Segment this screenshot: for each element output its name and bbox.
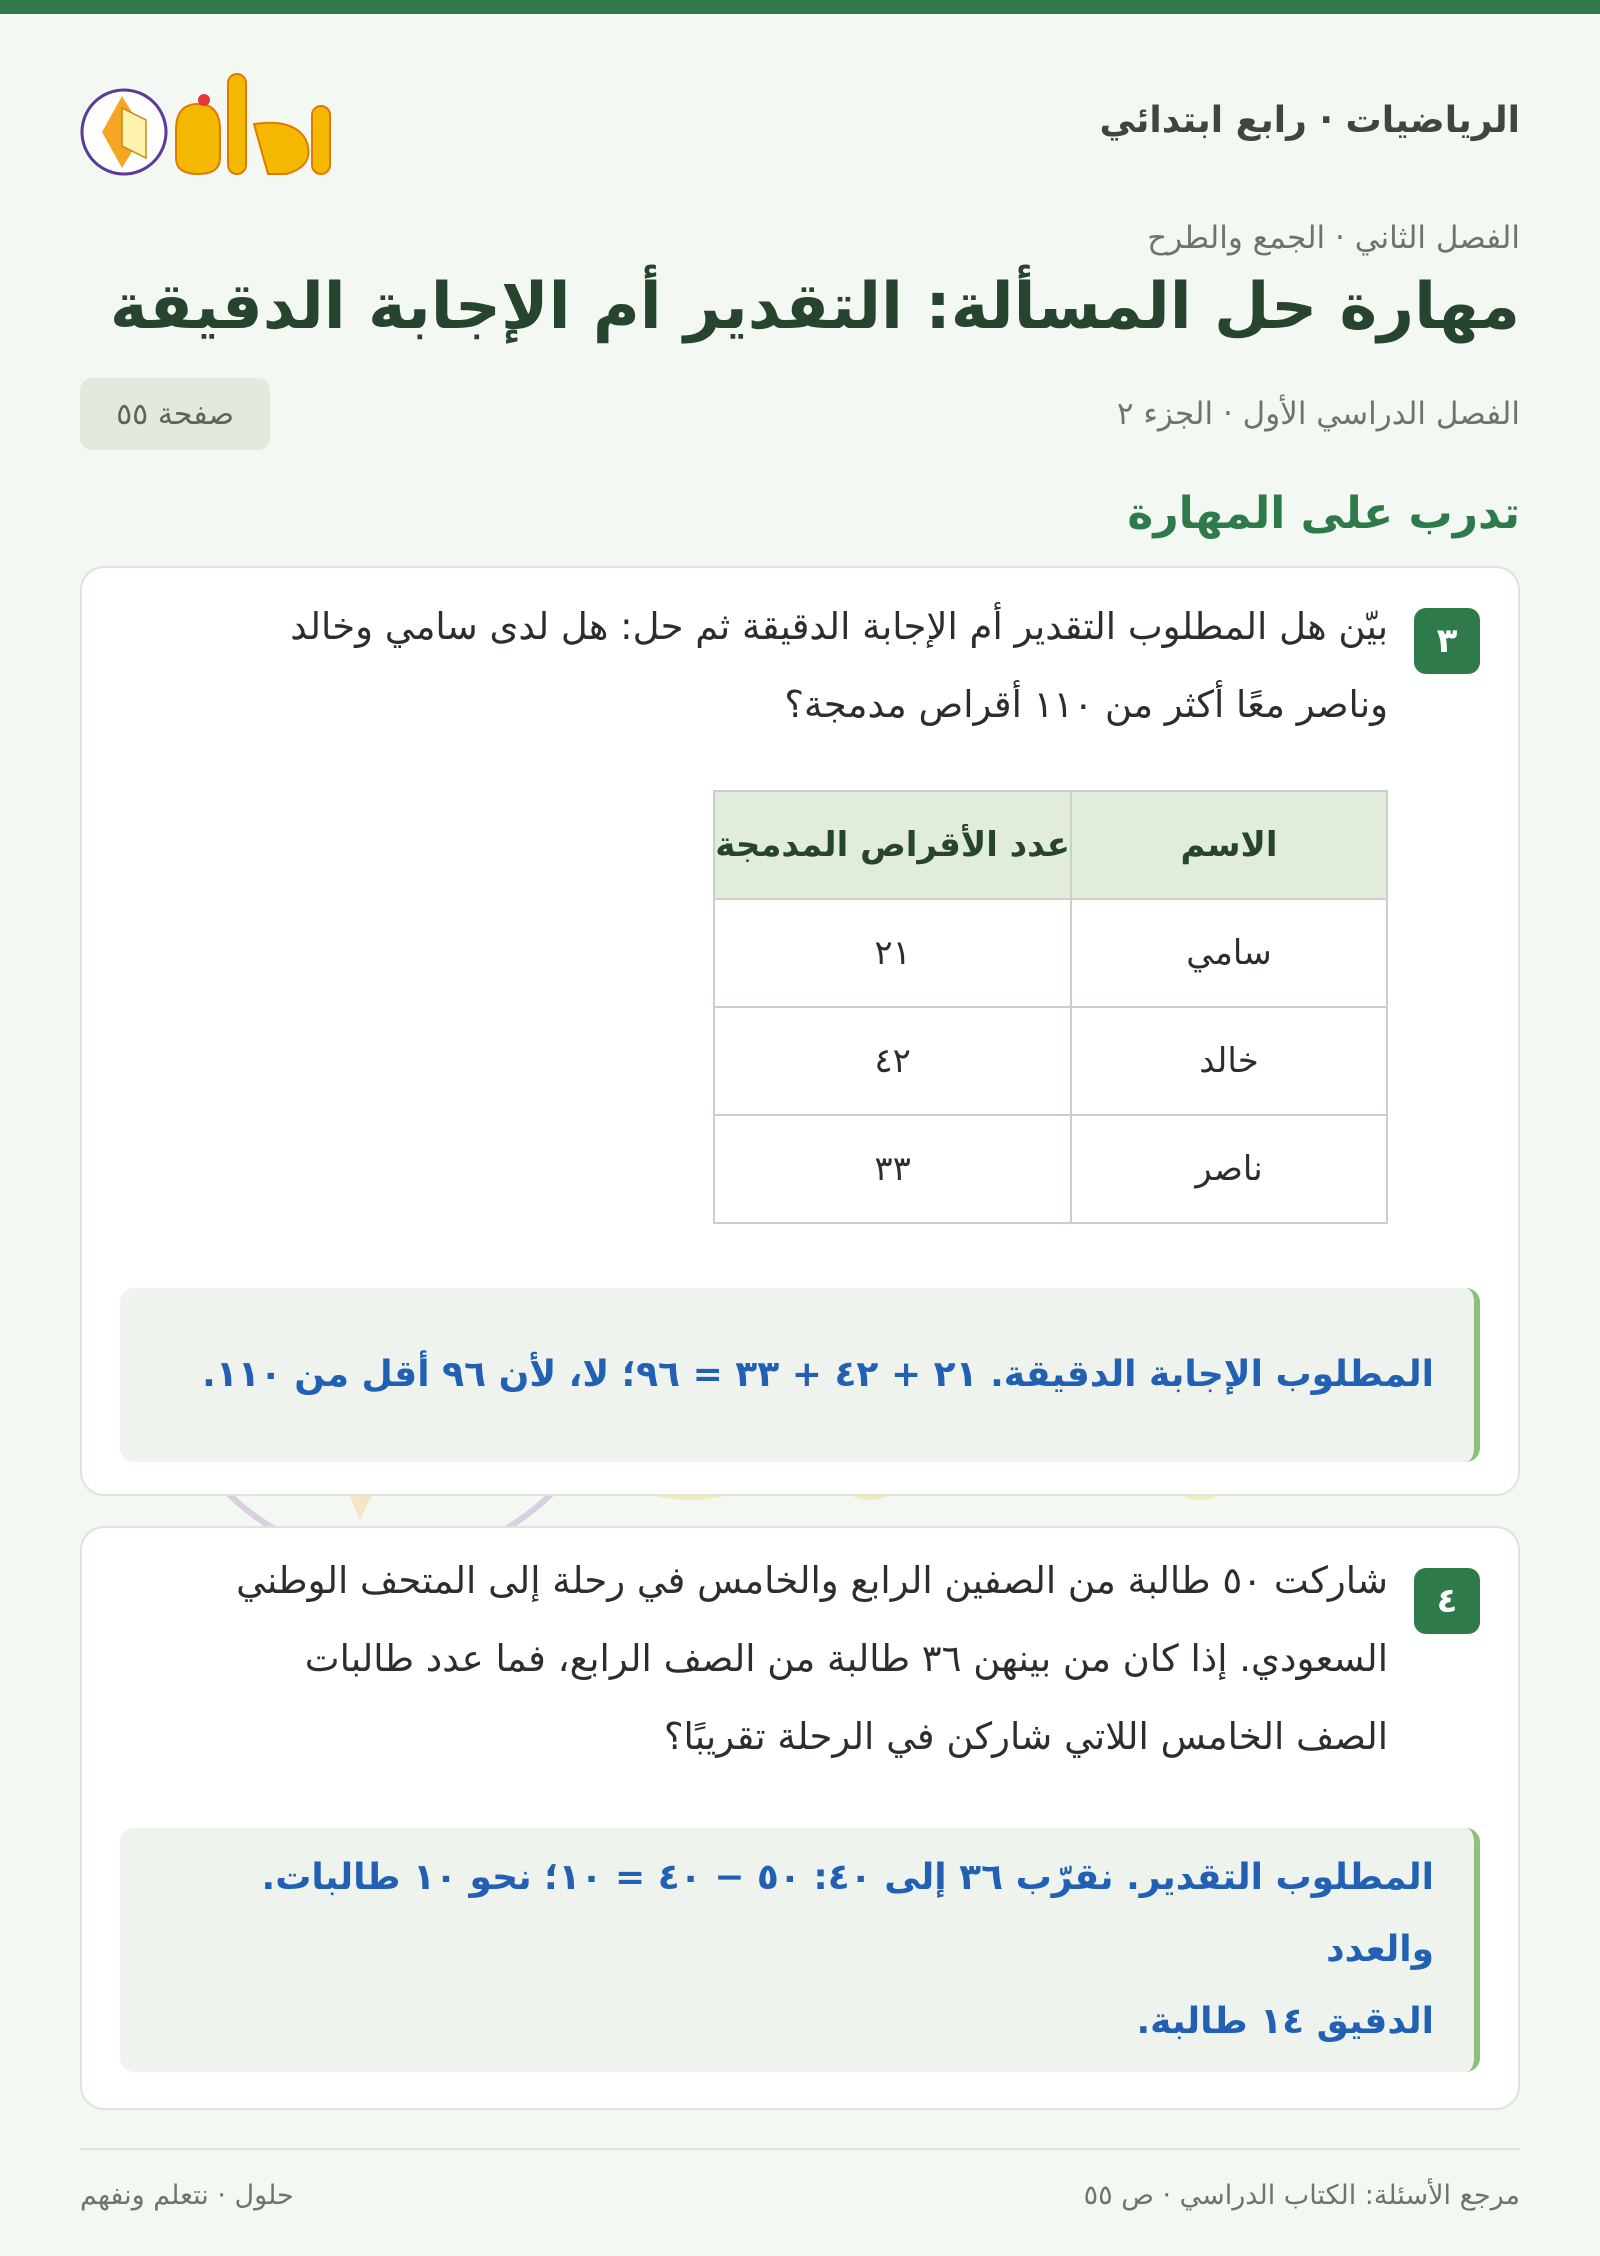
lesson-meta xyxy=(80,220,1520,432)
table-cell-name: خالد xyxy=(1071,1007,1387,1115)
hulul-logo[interactable] xyxy=(80,62,360,202)
table-row xyxy=(714,1007,1387,1115)
table-row xyxy=(714,899,1387,1007)
answer-box xyxy=(120,1828,1480,2072)
footer-brand: حلول · نتعلم ونفهم xyxy=(80,2180,294,2211)
footer-divider xyxy=(80,2148,1520,2150)
question-card-3 xyxy=(80,566,1520,1496)
chapter-label: الفصل الثاني · الجمع والطرح xyxy=(1147,220,1520,256)
question-card-4 xyxy=(80,1526,1520,2110)
question-text-line: شاركت ٥٠ طالبة من الصفين الرابع والخامس في رحلة إلى المتحف الوطني xyxy=(236,1559,1388,1602)
answer-text-line: المطلوب التقدير. نقرّب ٣٦ إلى ٤٠: ٥٠ − ٤٠ = ١٠؛ نحو ١٠ طالبات. والعدد xyxy=(261,1857,1434,1970)
answer-text: المطلوب الإجابة الدقيقة. ٢١ + ٤٢ + ٣٣ = ٩٦؛ لا، لأن ٩٦ أقل من ١١٠. xyxy=(202,1354,1434,1395)
question-number-badge: ٣ xyxy=(1414,608,1480,674)
table-row xyxy=(714,1115,1387,1223)
question-text xyxy=(118,588,1388,744)
answer-box xyxy=(120,1288,1480,1462)
page-title: مهارة حل المسألة: التقدير أم الإجابة الدقيقة xyxy=(109,270,1520,344)
question-text-line: بيّن هل المطلوب التقدير أم الإجابة الدقيقة ثم حل: هل لدى سامي وخالد xyxy=(290,605,1388,648)
page-number-badge: صفحة ٥٥ xyxy=(80,378,270,450)
table-cell-count: ٢١ xyxy=(714,899,1071,1007)
answer-text-line: الدقيق ١٤ طالبة. xyxy=(1136,2001,1434,2042)
table-header-row xyxy=(714,791,1387,899)
subject-label: الرياضيات · رابع ابتدائي xyxy=(1099,100,1520,141)
footer-reference: مرجع الأسئلة: الكتاب الدراسي · ص ٥٥ xyxy=(1083,2180,1520,2211)
column-header-name: الاسم xyxy=(1071,791,1387,899)
column-header-count: عدد الأقراص المدمجة xyxy=(714,791,1071,899)
table-cell-count: ٤٢ xyxy=(714,1007,1071,1115)
discs-table xyxy=(713,790,1388,1224)
table-cell-count: ٣٣ xyxy=(714,1115,1071,1223)
table-cell-name: سامي xyxy=(1071,899,1387,1007)
question-text xyxy=(118,1542,1388,1776)
answer-text xyxy=(160,1842,1434,2058)
question-number-badge: ٤ xyxy=(1414,1568,1480,1634)
term-label: الفصل الدراسي الأول · الجزء ٢ xyxy=(1116,396,1520,432)
question-text-line: وناصر معًا أكثر من ١١٠ أقراص مدمجة؟ xyxy=(784,683,1388,726)
page-header xyxy=(80,62,1520,202)
question-text-line: السعودي. إذا كان من بينهن ٣٦ طالبة من الصف الرابع، فما عدد طالبات xyxy=(304,1637,1388,1680)
question-text-line: الصف الخامس اللاتي شاركن في الرحلة تقريبًا؟ xyxy=(663,1715,1388,1758)
top-accent-bar xyxy=(0,0,1600,14)
section-title: تدرب على المهارة xyxy=(1127,488,1520,539)
table-cell-name: ناصر xyxy=(1071,1115,1387,1223)
